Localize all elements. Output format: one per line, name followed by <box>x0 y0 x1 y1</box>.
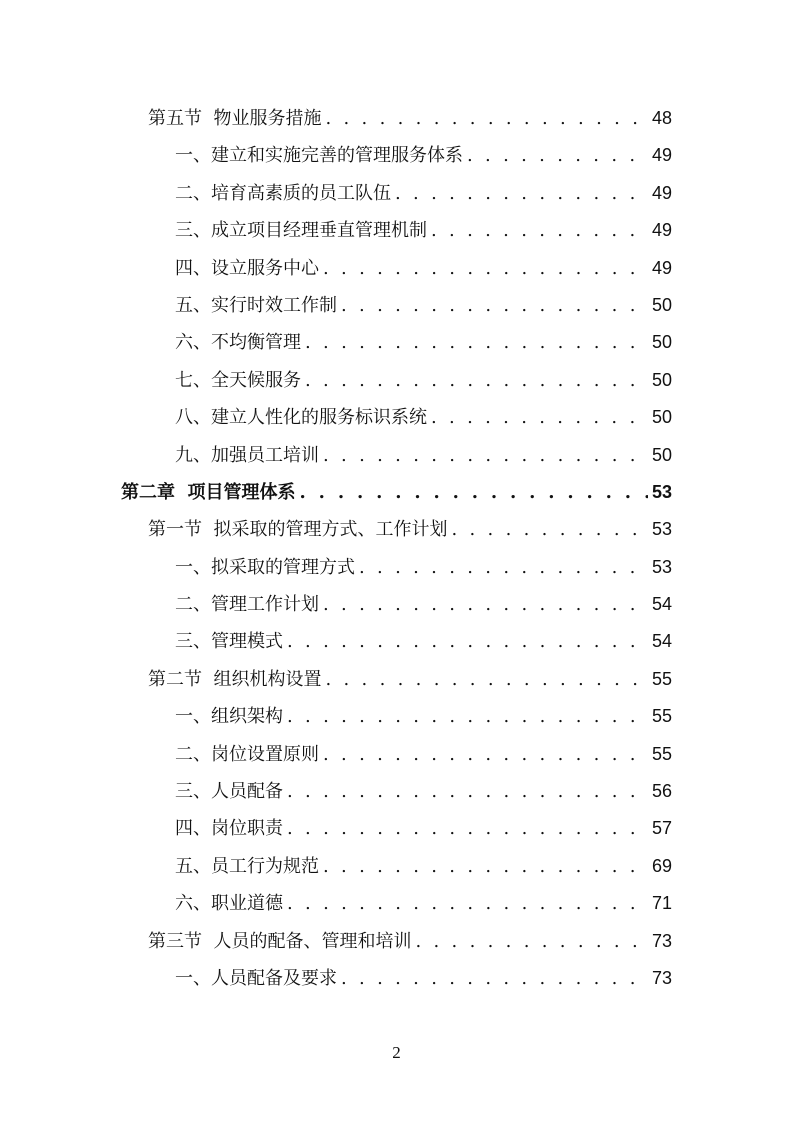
toc-entry[interactable] <box>0 324 793 361</box>
toc-entry-label: 六、职业道德 <box>175 893 283 915</box>
toc-entry-label: 一、组织架构 <box>175 706 283 728</box>
dot-leader <box>323 437 648 474</box>
toc-entry[interactable] <box>0 848 793 885</box>
dot-leader <box>325 100 648 137</box>
toc-entry-page: 50 <box>651 294 672 315</box>
toc-entry-label: 二、培育高素质的员工队伍 <box>175 182 391 204</box>
toc-entry-label: 八、建立人性化的服务标识系统 <box>175 407 427 429</box>
dot-leader <box>323 736 648 773</box>
toc-entry[interactable] <box>0 250 793 287</box>
toc-entry-page: 53 <box>651 556 672 577</box>
toc-entry-label: 二、岗位设置原则 <box>175 743 319 765</box>
toc-entry[interactable] <box>0 923 793 960</box>
toc-entry-label: 一、建立和实施完善的管理服务体系 <box>175 145 463 167</box>
toc-entry[interactable] <box>0 137 793 174</box>
dot-leader <box>305 362 648 399</box>
toc-entry-label: 六、不均衡管理 <box>175 332 301 354</box>
toc-entry-label: 七、全天候服务 <box>175 369 301 391</box>
toc-entry-page: 71 <box>651 893 672 914</box>
page-number: 2 <box>392 1043 401 1062</box>
dot-leader <box>325 661 648 698</box>
dot-leader <box>415 923 648 960</box>
toc-entry[interactable] <box>0 511 793 548</box>
toc-entry-page: 50 <box>651 407 672 428</box>
toc-entry-label: 一、人员配备及要求 <box>175 967 337 989</box>
dot-leader <box>300 474 648 511</box>
toc-entry-page: 69 <box>651 855 672 876</box>
toc-entry-label: 第五节 物业服务措施 <box>148 108 322 129</box>
dot-leader <box>287 698 648 735</box>
dot-leader <box>431 399 648 436</box>
toc-entry-label: 第二节 组织机构设置 <box>148 668 322 690</box>
toc-entry-label: 二、管理工作计划 <box>175 594 319 616</box>
toc-entry[interactable] <box>0 212 793 249</box>
toc-entry-page: 50 <box>651 369 672 390</box>
toc-entry[interactable] <box>0 100 793 137</box>
toc-entry-label: 第二章 项目管理体系 <box>121 481 296 503</box>
toc-entry-page: 54 <box>651 594 672 615</box>
toc-entry-page: 49 <box>651 220 672 241</box>
toc-entry[interactable] <box>0 698 793 735</box>
toc-entry-page: 53 <box>651 519 672 540</box>
toc-entry-label: 五、员工行为规范 <box>175 855 319 877</box>
toc-entry-label: 九、加强员工培训 <box>175 444 319 466</box>
toc-entry-page: 57 <box>651 818 672 839</box>
dot-leader <box>451 511 648 548</box>
dot-leader <box>431 212 648 249</box>
dot-leader <box>287 623 648 660</box>
toc-entry-page: 49 <box>651 145 672 166</box>
toc-entry-label: 三、人员配备 <box>175 781 283 803</box>
toc-entry-page: 53 <box>651 481 672 502</box>
dot-leader <box>287 885 648 922</box>
dot-leader <box>323 250 648 287</box>
toc-entry-page: 55 <box>651 706 672 727</box>
dot-leader <box>287 773 648 810</box>
toc-entry-page: 56 <box>651 781 672 802</box>
toc-entry[interactable] <box>0 549 793 586</box>
dot-leader <box>341 960 648 997</box>
toc-entry[interactable] <box>0 810 793 847</box>
toc-entry[interactable] <box>0 661 793 698</box>
dot-leader <box>323 848 648 885</box>
toc-entry[interactable] <box>0 885 793 922</box>
table-of-contents <box>0 100 793 997</box>
toc-entry-page: 55 <box>651 668 672 689</box>
toc-entry[interactable] <box>0 623 793 660</box>
toc-entry[interactable] <box>0 287 793 324</box>
toc-entry-page: 73 <box>651 930 672 951</box>
toc-entry-label: 第三节 人员的配备、管理和培训 <box>148 930 412 952</box>
toc-entry-page: 50 <box>651 332 672 353</box>
toc-entry-page: 73 <box>651 967 672 988</box>
toc-entry-page: 54 <box>651 631 672 652</box>
toc-entry-page: 48 <box>651 108 672 128</box>
dot-leader <box>323 586 648 623</box>
toc-entry-page: 49 <box>651 257 672 278</box>
toc-entry[interactable] <box>0 399 793 436</box>
toc-entry-label: 三、成立项目经理垂直管理机制 <box>175 220 427 242</box>
toc-entry-page: 49 <box>651 182 672 203</box>
toc-entry[interactable] <box>0 736 793 773</box>
toc-entry[interactable] <box>0 362 793 399</box>
toc-entry-page: 55 <box>651 743 672 764</box>
toc-entry-label: 四、设立服务中心 <box>175 257 319 279</box>
toc-entry-label: 第一节 拟采取的管理方式、工作计划 <box>148 519 448 541</box>
toc-entry-label: 一、拟采取的管理方式 <box>175 556 355 578</box>
dot-leader <box>359 549 648 586</box>
dot-leader <box>395 175 648 212</box>
toc-entry-label: 四、岗位职责 <box>175 818 283 840</box>
toc-chapter-entry[interactable] <box>0 474 793 511</box>
toc-entry[interactable] <box>0 437 793 474</box>
dot-leader <box>341 287 648 324</box>
toc-entry[interactable] <box>0 175 793 212</box>
toc-entry-label: 五、实行时效工作制 <box>175 294 337 316</box>
toc-entry-page: 50 <box>651 444 672 465</box>
toc-entry[interactable] <box>0 586 793 623</box>
dot-leader <box>305 324 648 361</box>
toc-entry[interactable] <box>0 773 793 810</box>
toc-entry[interactable] <box>0 960 793 997</box>
dot-leader <box>467 137 648 174</box>
dot-leader <box>287 810 648 847</box>
toc-entry-label: 三、管理模式 <box>175 631 283 653</box>
